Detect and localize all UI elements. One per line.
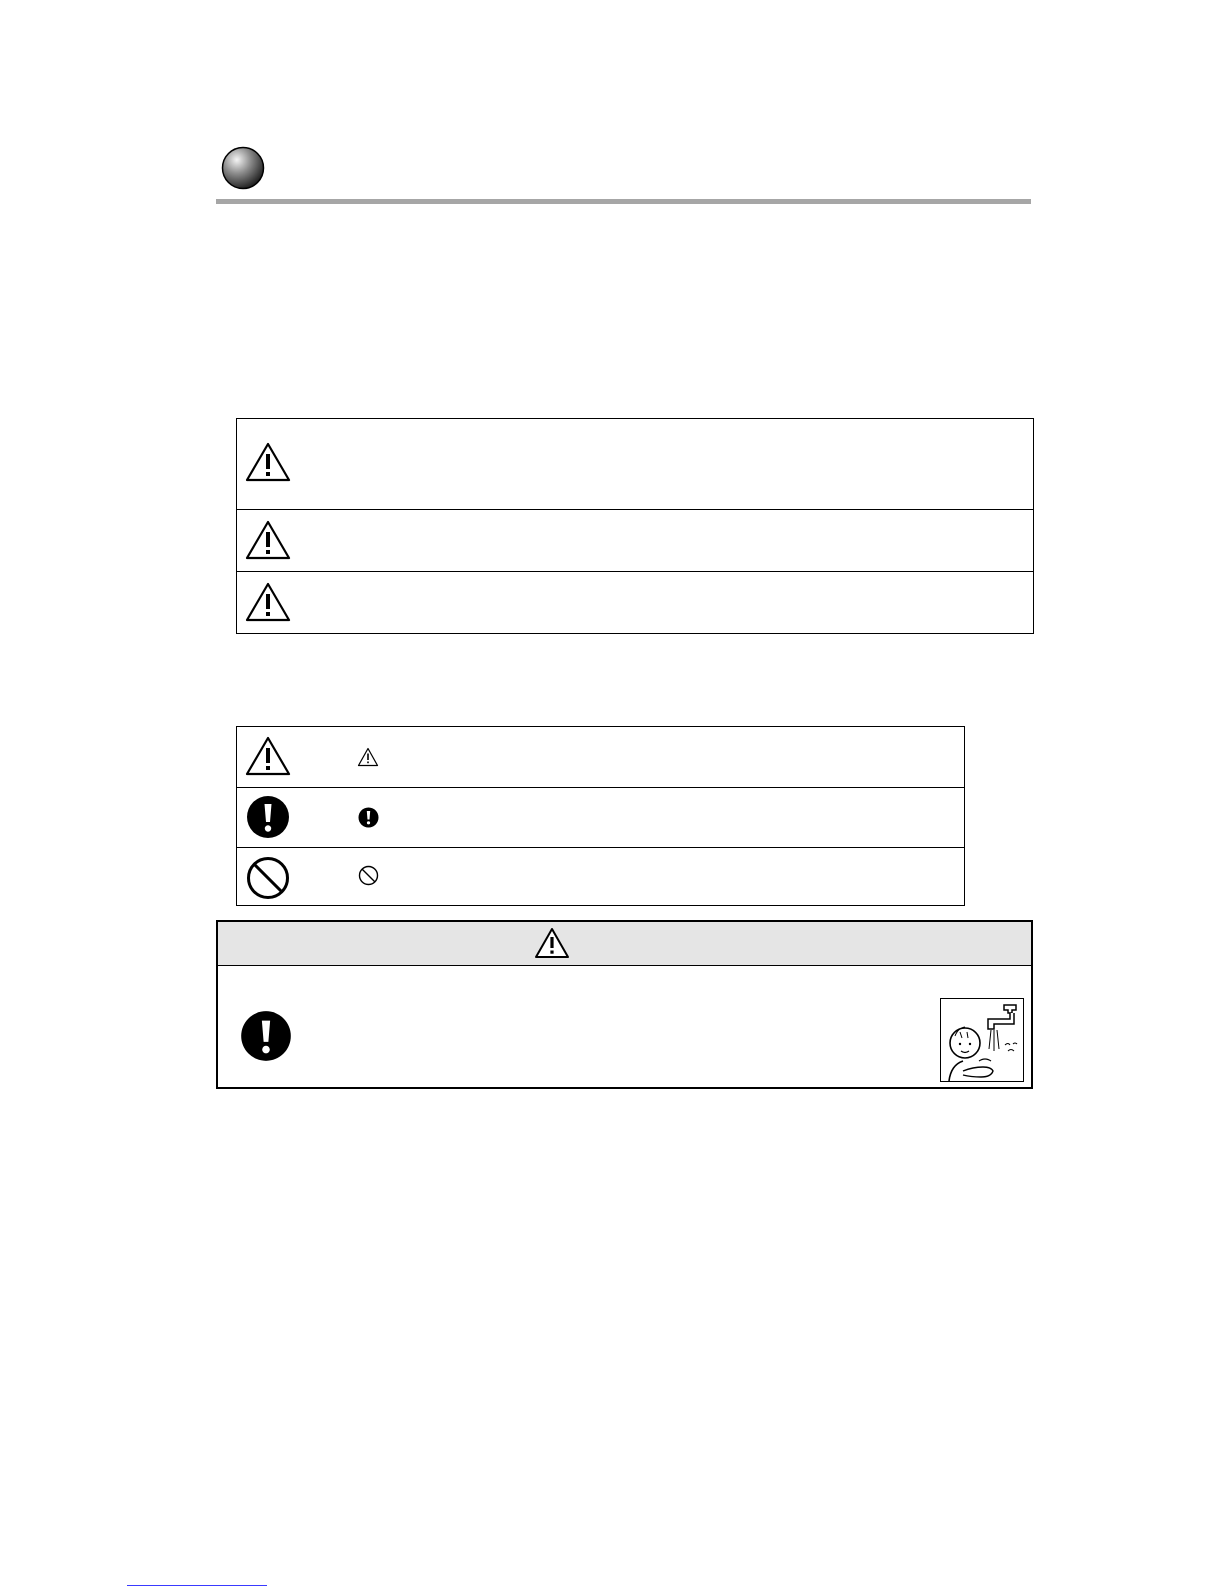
warning-triangle-icon bbox=[245, 581, 291, 623]
legend-row-caution bbox=[237, 727, 964, 787]
symbol-legend-table bbox=[236, 726, 965, 906]
signal-row-caution bbox=[237, 571, 1033, 633]
prohibition-circle-icon bbox=[246, 856, 290, 900]
mandatory-exclamation-icon bbox=[240, 1010, 292, 1062]
legend-row-mandatory bbox=[237, 787, 964, 847]
warning-notice-box bbox=[216, 920, 1033, 1089]
small-mandatory-exclamation-icon bbox=[358, 807, 379, 828]
warning-triangle-icon bbox=[245, 519, 291, 561]
hand-washing-illustration bbox=[940, 998, 1024, 1082]
signal-word-table bbox=[236, 418, 1034, 634]
signal-row-danger bbox=[237, 419, 1033, 509]
warning-triangle-icon bbox=[245, 735, 291, 777]
warning-header bbox=[218, 922, 1031, 966]
warning-triangle-icon bbox=[534, 927, 570, 959]
sphere-bullet-icon bbox=[221, 146, 265, 190]
mandatory-exclamation-icon bbox=[246, 795, 290, 839]
small-prohibition-circle-icon bbox=[358, 865, 379, 886]
heading-rule bbox=[216, 199, 1031, 204]
legend-row-prohibited bbox=[237, 847, 964, 905]
small-warning-triangle-icon bbox=[357, 747, 379, 767]
warning-triangle-icon bbox=[245, 441, 291, 483]
signal-row-warning bbox=[237, 509, 1033, 571]
